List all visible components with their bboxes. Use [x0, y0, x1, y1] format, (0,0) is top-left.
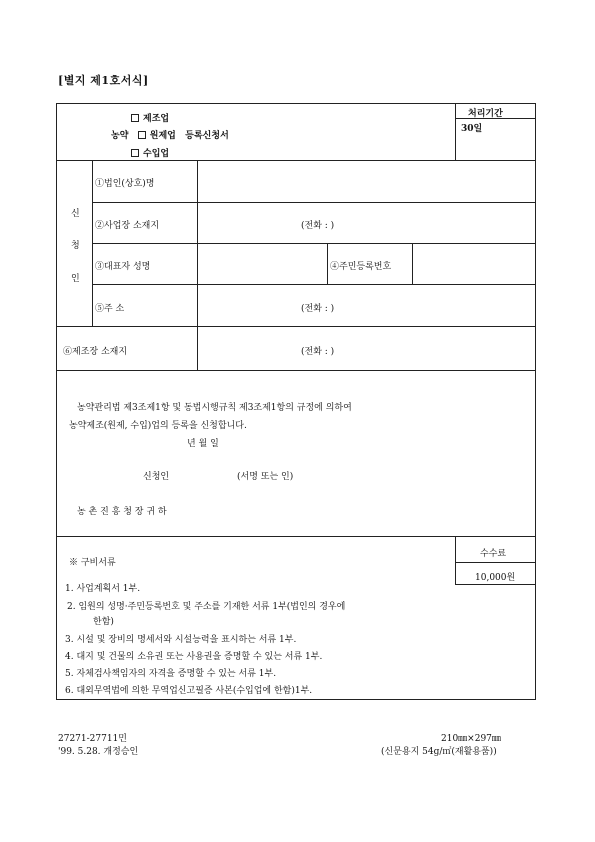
signature-label: (서명 또는 인): [237, 472, 294, 482]
form-frame: [56, 103, 536, 700]
paper-type: (신문용지 54g/㎡(재활용품)): [381, 747, 497, 757]
rep-name-field[interactable]: [198, 244, 326, 283]
rep-name-label: ③대표자 성명: [95, 262, 151, 272]
document-item: 1. 사업계획서 1부.: [65, 584, 141, 594]
document-item: 5. 자체검사책임자의 자격을 증명할 수 있는 서류 1부.: [65, 669, 277, 679]
resident-no-field[interactable]: [413, 244, 534, 283]
approval-date: '99. 5.28. 개정승인: [58, 747, 139, 757]
addressee: 농 촌 진 흥 청 장 귀 하: [77, 507, 167, 517]
document-item: 4. 대지 및 건물의 소유권 또는 사용권을 증명할 수 있는 서류 1부.: [65, 652, 323, 662]
company-name-label: ①법인(상호)명: [95, 179, 155, 189]
applicant-label: 신청인: [143, 472, 170, 482]
fee-label: 수수료: [480, 549, 507, 559]
checkbox-manufacture[interactable]: [131, 114, 139, 122]
factory-address-field[interactable]: [198, 327, 298, 369]
document-item: 한함): [93, 617, 114, 627]
form-title: 농약 원제업 등록신청서: [111, 131, 229, 141]
checkbox-raw-material[interactable]: [138, 131, 146, 139]
document-item: 2. 임원의 성명·주민등록번호 및 주소를 기재한 서류 1부(법인의 경우에: [67, 602, 346, 612]
option-import: 수입업: [131, 146, 169, 159]
declaration-line-2: 농약제조(원제, 수입)업의 등록을 신청합니다.: [69, 421, 247, 431]
business-phone-label: (전화 : ): [301, 221, 335, 231]
documents-header: ※ 구비서류: [69, 558, 116, 568]
factory-address-label: ⑥제조장 소재지: [63, 347, 128, 357]
form-label: [별지 제1호서식]: [58, 74, 149, 87]
factory-phone-label: (전화 : ): [301, 347, 335, 357]
address-phone-label: (전화 : ): [301, 304, 335, 314]
business-address-field[interactable]: [198, 203, 298, 242]
document-item: 6. 대외무역법에 의한 무역업신고필증 사본(수입업에 한함)1부.: [65, 686, 313, 696]
form-code: 27271-27711민: [58, 734, 127, 744]
applicant-section-label-2: 청: [71, 241, 80, 251]
processing-label: 처리기간: [468, 109, 503, 119]
declaration-date: 년 월 일: [187, 439, 219, 449]
option-manufacture: 제조업: [131, 111, 169, 124]
processing-value: 30일: [461, 124, 483, 134]
checkbox-import[interactable]: [131, 149, 139, 157]
resident-no-label: ④주민등록번호: [330, 262, 392, 272]
document-item: 3. 시설 및 장비의 명세서와 시설능력을 표시하는 서류 1부.: [65, 635, 297, 645]
applicant-section-label-1: 신: [71, 209, 80, 219]
company-name-field[interactable]: [198, 161, 534, 201]
address-label: ⑤주 소: [95, 304, 125, 314]
paper-size: 210㎜×297㎜: [441, 734, 501, 744]
declaration-line-1: 농약관리법 제3조제1항 및 동법시행규칙 제3조제1항의 규정에 의하여: [77, 403, 352, 413]
applicant-section-label-3: 인: [71, 274, 80, 284]
business-address-label: ②사업장 소재지: [95, 221, 160, 231]
fee-value: 10,000원: [475, 573, 516, 583]
address-field[interactable]: [198, 285, 298, 325]
